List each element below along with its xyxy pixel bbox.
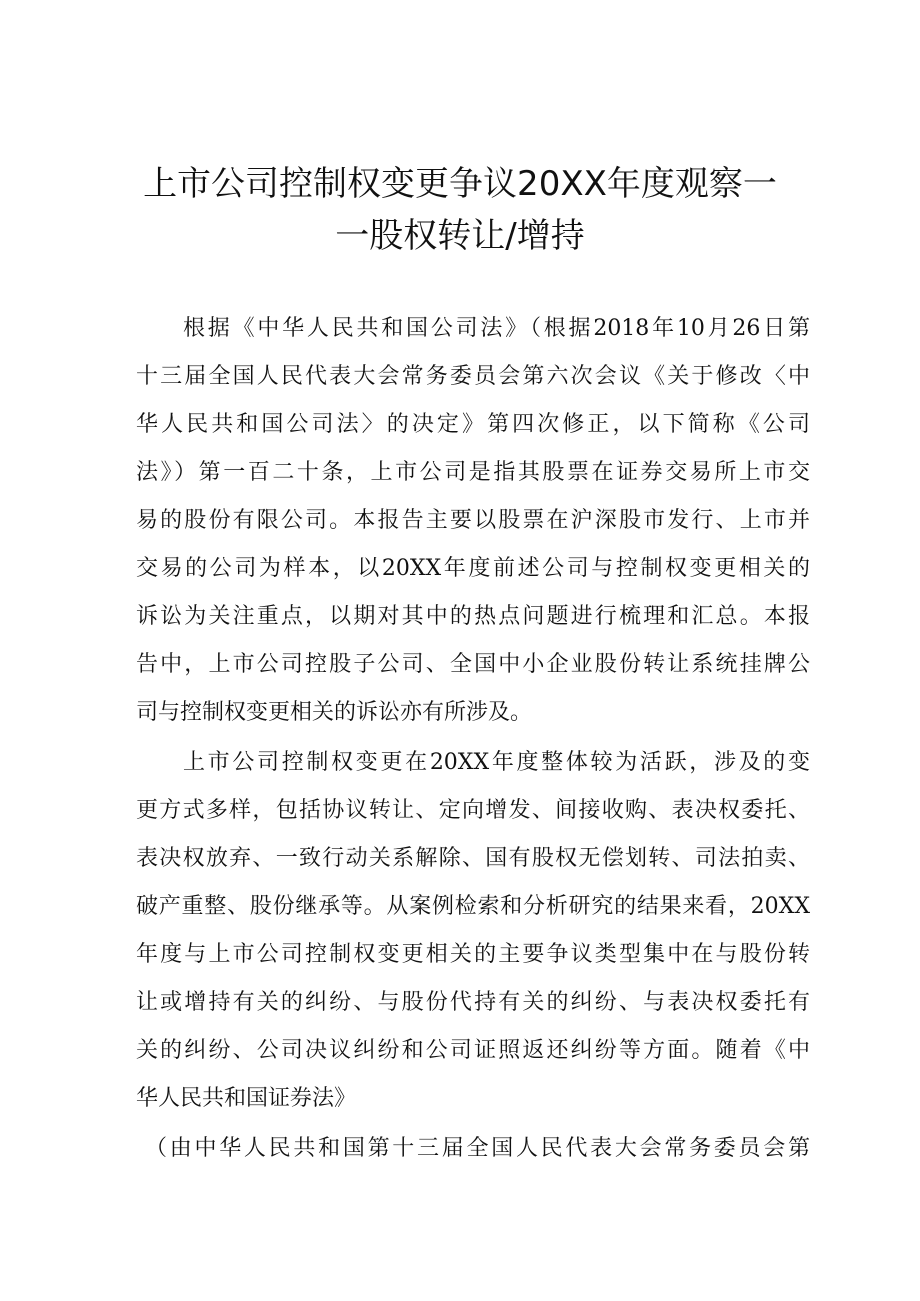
paragraph-line: 年度与上市公司控制权变更相关的主要争议类型集中在与股份转 xyxy=(136,942,810,967)
document-title-line-1: 上市公司控制权变更争议20XX年度观察一 xyxy=(143,164,777,204)
paragraph-line: 易的股份有限公司。本报告主要以股票在沪深股市发行、上市并 xyxy=(136,508,810,533)
paragraph-line: 法》）第一百二十条，上市公司是指其股票在证券交易所上市交 xyxy=(136,460,810,485)
paragraph-line: 华人民共和国证券法》 xyxy=(136,1086,357,1111)
document-title-line-2: 一股权转让/增持 xyxy=(335,216,585,256)
paragraph-line: （由中华人民共和国第十三届全国人民代表大会常务委员会第 xyxy=(145,1136,810,1161)
paragraph-line: 根据《中华人民共和国公司法》（根据2018年10月26日第 xyxy=(183,316,810,341)
paragraph-line: 让或增持有关的纠纷、与股份代持有关的纠纷、与表决权委托有 xyxy=(136,990,810,1015)
paragraph-line: 告中，上市公司控股子公司、全国中小企业股份转让系统挂牌公 xyxy=(136,652,810,677)
paragraph-line: 更方式多样，包括协议转让、定向增发、间接收购、表决权委托、 xyxy=(136,798,810,823)
paragraph-line: 交易的公司为样本，以20XX年度前述公司与控制权变更相关的 xyxy=(136,556,810,581)
paragraph-line: 表决权放弃、一致行动关系解除、国有股权无偿划转、司法拍卖、 xyxy=(136,846,810,871)
paragraph-line: 诉讼为关注重点，以期对其中的热点问题进行梳理和汇总。本报 xyxy=(136,604,810,629)
paragraph-line: 华人民共和国公司法〉的决定》第四次修正，以下简称《公司 xyxy=(136,412,810,437)
paragraph-line: 上市公司控制权变更在20XX年度整体较为活跃，涉及的变 xyxy=(183,750,810,775)
paragraph-line: 十三届全国人民代表大会常务委员会第六次会议《关于修改〈中 xyxy=(136,364,810,389)
paragraph-line: 关的纠纷、公司决议纠纷和公司证照返还纠纷等方面。随着《中 xyxy=(136,1038,810,1063)
paragraph-line: 破产重整、股份继承等。从案例检索和分析研究的结果来看，20XX xyxy=(136,894,810,919)
paragraph-line: 司与控制权变更相关的诉讼亦有所涉及。 xyxy=(136,700,533,725)
